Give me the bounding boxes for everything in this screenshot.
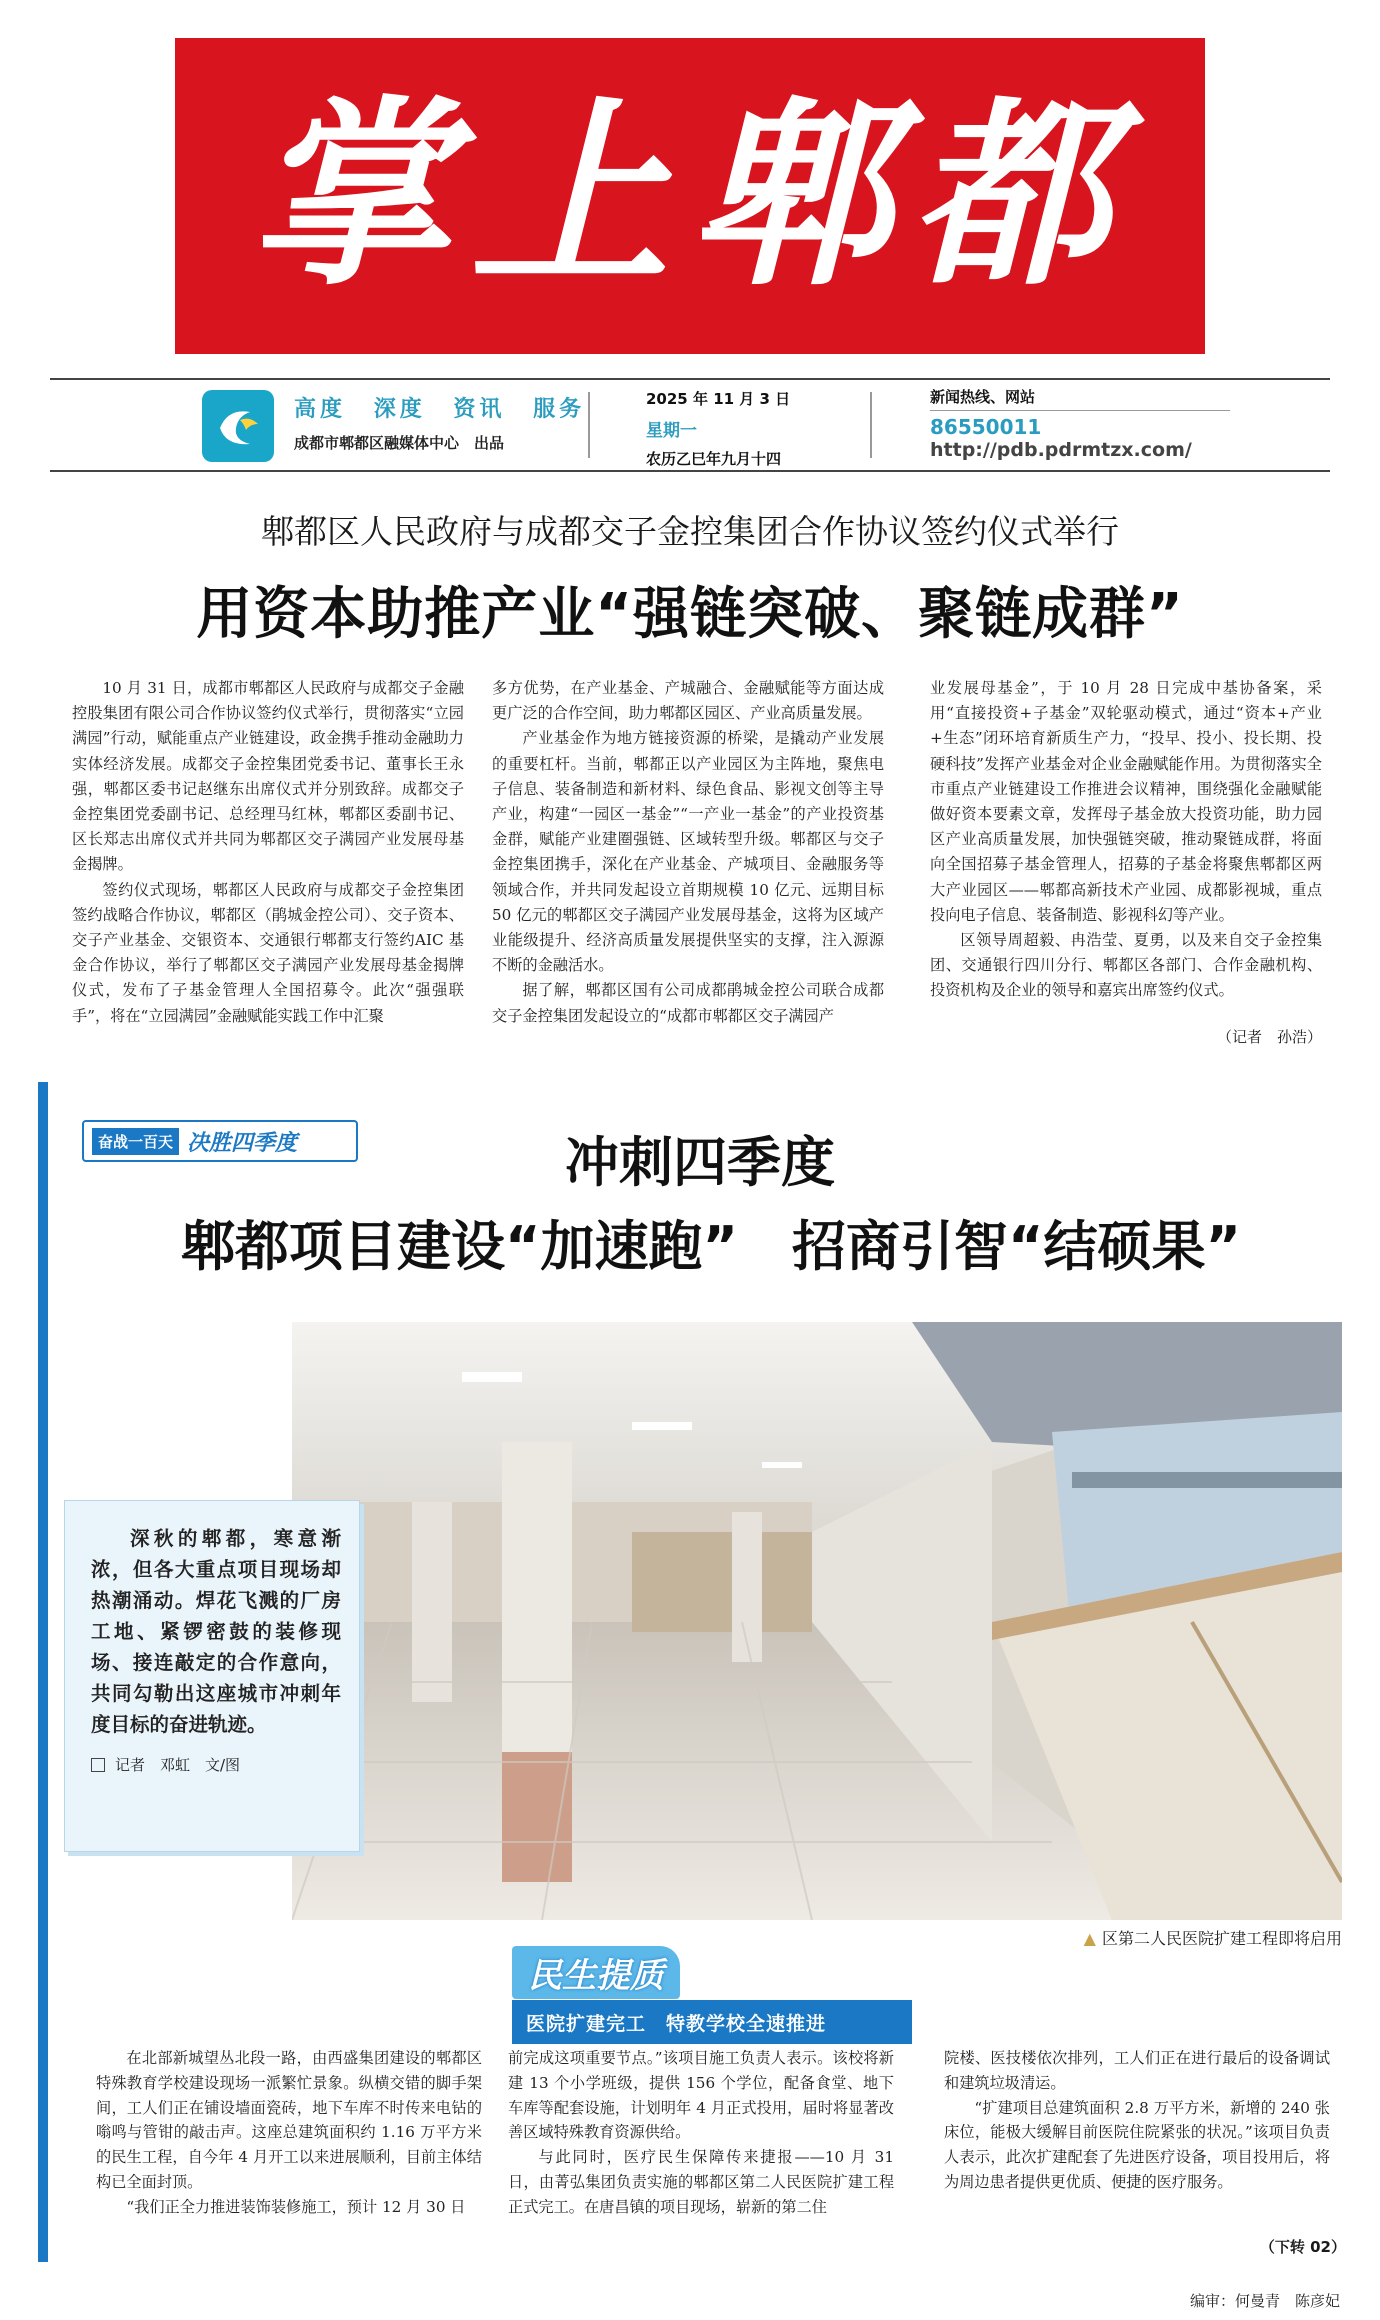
publisher: 成都市郫都区融媒体中心 出品 [294,434,505,452]
article2-headline[interactable]: 郫都项目建设“加速跑” 招商引智“结硕果” [181,1215,1241,1278]
rongmei-logo-icon [202,390,274,462]
article1-column [930,676,1322,1004]
article1-kicker: 郫都区人民政府与成都交子金控集团合作协议签约仪式举行 [261,512,1119,551]
article1-column [492,676,884,1029]
lead-byline-text: 记者 邓虹 文/图 [115,1756,241,1774]
article1-headline[interactable]: 用资本助推产业“强链突破、聚链成群” [196,582,1184,647]
paragraph: 院楼、医技楼依次排列，工人们正在进行最后的设备调试和建筑垃圾清运。 [944,2049,1330,2092]
lead-box [64,1500,360,1852]
section-banner [512,1946,912,2050]
article2-column [944,2046,1330,2195]
section-banner-subtitle: 医院扩建完工 特教学校全速推进 [512,2000,912,2044]
triangle-icon: ▲ [1083,1929,1096,1948]
paragraph: 前完成这项重要节点。”该项目施工负责人表示。该校将新建 13 个小学班级，提供 156 个学位，配备食堂、地下车库等配套设施，计划明年 4 月正式投用，届时将显著改善区域特殊教育资源供给。 [508,2049,894,2142]
paragraph: “扩建项目总建筑面积 2.8 万平方米，新增的 240 张床位，能极大缓解目前医院住院紧张的状况。”该项目负责人表示，此次扩建配套了先进医疗设备，项目投用后，将为周边患者提供更优质、便捷的医疗服务。 [944,2098,1330,2191]
website-link[interactable]: http://pdb.pdrmtzx.com/ [930,439,1192,461]
campaign-tag-small: 奋战一百天 [92,1128,179,1155]
paragraph: 10 月 31 日，成都市郫都区人民政府与成都交子金融控股集团有限公司合作协议签约仪式举行，贯彻落实“立园满园”行动，赋能重点产业链建设，政金携手推动金融助力实体经济发展。成都交子金控集团党委书记、董事长王永强，郫都区委书记赵继东出席仪式并分别致辞。成都交子金控集团党委副书记、总经理马红林，郫都区委副书记、区长郑志出席仪式并共同为郫都区交子满园产业发展母基金揭牌。 [72,679,464,874]
slogan [294,392,601,423]
paragraph: 产业基金作为地方链接资源的桥梁，是撬动产业发展的重要杠杆。当前，郫都正以产业园区为主阵地，聚焦电子信息、装备制造和新材料、绿色食品、影视文创等主导产业，构建“一园区一基金”“一产业一基金”的产业投资基金群，赋能产业建圈强链、区域转型升级。郫都区与交子金控集团携手，深化在产业基金、产城项目、金融服务等领域合作，并共同发起设立首期规模 10 亿元、远期目标 50 亿元的郫都区交子满园产业发展母基金，这将为区域产业能级提升、经济高质量发展提供坚实的支撑，注入源源不断的金融活水。 [492,729,884,975]
lunar-date: 农历乙巳年九月十四 [646,450,782,468]
photo-caption [1084,1926,1342,1949]
editors-credit: 编审：何曼青 陈彦妃 [1189,2292,1340,2310]
weekday: 星期一 [646,421,697,441]
article2-accent-bar [38,1082,48,2262]
article2-column [96,2046,482,2220]
divider [588,392,590,458]
lead-text: 深秋的郫都，寒意渐浓，但各大重点项目现场却热潮涌动。焊花飞溅的厂房工地、紧锣密鼓的装修现场、接连敲定的合作意向，共同勾勒出这座城市冲刺年度目标的奋进轨迹。 [91,1527,341,1736]
slogan-word: 高度 [294,397,347,422]
paragraph: 业发展母基金”，于 10 月 28 日完成中基协备案，采用“直接投资+子基金”双轮驱动模式，通过“资本+产业+生态”闭环培育新质生产力，“投早、投小、投长期、投硬科技”发挥产业基金对企业金融赋能作用。为贯彻落实全市重点产业链建设工作推进会议精神，围绕强化金融赋能做好资本要素文章，发挥母子基金放大投资功能，助力园区产业高质量发展，加快强链突破，推动聚链成群，将面向全国招募子基金管理人，招募的子基金将聚焦郫都区两大产业园区——郫都高新技术产业园、成都影视城，重点投向电子信息、装备制造、影视科幻等产业。 [930,679,1322,924]
paragraph: 多方优势，在产业基金、产城融合、金融赋能等方面达成更广泛的合作空间，助力郫都区园区、产业高质量发展。 [492,679,884,723]
slogan-word: 资讯 [453,397,506,422]
hospital-interior-photo [292,1322,1342,1920]
masthead-title: 掌上郫都 [249,78,1130,313]
paragraph: 区领导周超毅、冉浩莹、夏勇，以及来自交子金控集团、交通银行四川分行、郫都区各部门、合作金融机构、投资机构及企业的领导和嘉宾出席签约仪式。 [930,931,1322,1000]
info-bar [50,382,1330,468]
hotline-block [930,386,1250,461]
article1-body [72,676,1322,1056]
date-block [646,388,790,476]
divider [870,392,872,458]
article2-body [96,2046,1346,2256]
paragraph: 与此同时，医疗民生保障传来捷报——10 月 31 日，由菁弘集团负责实施的郫都区第二人民医院扩建工程正式完工。在唐昌镇的项目现场，崭新的第二住 [508,2148,894,2216]
slogan-word: 服务 [533,397,586,422]
issue-date: 2025 年 11 月 3 日 [646,390,791,408]
hotline-label: 新闻热线、网站 [930,386,1230,411]
paragraph: 据了解，郫都区国有公司成都鹃城金控公司联合成都交子金控集团发起设立的“成都市郫都区交子满园产 [492,981,884,1025]
lead-byline [91,1754,341,1775]
article2-column [508,2046,894,2220]
masthead [175,38,1205,354]
paragraph: 签约仪式现场，郫都区人民政府与成都交子金控集团签约战略合作协议，郫都区（鹃城金控公司）、交子资本、交子产业基金、交银资本、交通银行郫都支行签约AIC 基金合作协议，举行了郫都区交子满园产业发展母基金揭牌仪式，发布了子基金管理人全国招募令。此次“强强联手”，将在“立园满园”金融赋能实践工作中汇聚 [72,880,464,1025]
continued-marker[interactable]: （下转 02） [1259,2238,1346,2256]
paragraph: “我们正全力推进装饰装修施工，预计 12 月 30 日 [126,2197,466,2216]
square-icon [91,1758,105,1772]
paragraph: 在北部新城望丛北段一路，由西盛集团建设的郫都区特殊教育学校建设现场一派繁忙景象。纵横交错的脚手架间，工人们正在铺设墙面瓷砖，地下车库不时传来电钻的嗡鸣与管钳的敲击声。这座总建筑面积约 1.16 万平方米的民生工程，自今年 4 月开工以来进展顺利，目前主体结构已全面封顶。 [96,2049,482,2191]
campaign-tag-large: 决胜四季度 [187,1130,298,1156]
article1-column [72,676,464,1029]
header-rule-bottom [50,470,1330,472]
article1-byline: （记者 孙浩） [1216,1028,1322,1046]
slogan-word: 深度 [373,397,426,422]
caption-text: 区第二人民医院扩建工程即将启用 [1101,1929,1342,1948]
hotline-number: 86550011 [930,415,1042,439]
section-banner-title: 民生提质 [512,1946,680,1999]
article2-kicker: 冲刺四季度 [565,1131,835,1194]
header-rule-top [50,378,1330,380]
